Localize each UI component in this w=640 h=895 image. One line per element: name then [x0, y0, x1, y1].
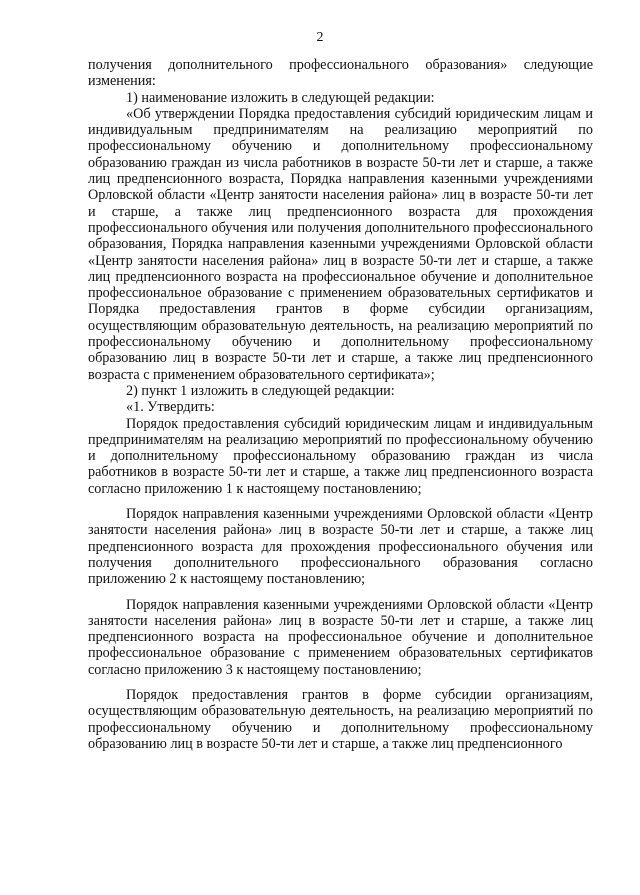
document-body [88, 57, 593, 752]
page-number: 2 [316, 30, 324, 45]
paragraph-procedure-1: Порядок предоставления субсидий юридическим лицам и индивидуальным предпринимателям на реализацию мероприятий по профессиональному обучению и дополнительному профессиональному образованию граждан из числа работников в возрасте 50-ти лет и старше, а также лиц предпенсионного возраста согласно приложению 1 к настоящему постановлению; [88, 415, 593, 497]
paragraph-intro: получения дополнительного профессионального образования» следующие изменения: [88, 57, 593, 90]
paragraph-procedure-4: Порядок предоставления грантов в форме субсидии организациям, осуществляющим образовательную деятельность, на реализацию мероприятий по профессиональному обучению и дополнительному профессиональному образованию лиц в возрасте 50-ти лет и старше, а также лиц предпенсионного [88, 686, 593, 752]
paragraph-procedure-2: Порядок направления казенными учреждениями Орловской области «Центр занятости населения района» лиц в возрасте 50-ти лет и старше, а также лиц предпенсионного возраста для прохождения профессионального обучения или получения дополнительного профессионального образования согласно приложению 2 к настоящему постановлению; [88, 506, 593, 588]
paragraph-new-title: «Об утверждении Порядка предоставления субсидий юридическим лицам и индивидуальным предпринимателям на реализацию мероприятий по профессиональному обучению и дополнительному профессиональному образованию граждан из числа работников в возрасте 50-ти лет и старше, а также лиц предпенсионного возраста, Порядка направления казенными учреждениями Орловской области «Центр занятости населения района» лиц в возрасте 50-ти лет и старше, а также лиц предпенсионного возраста для прохождения профессионального обучения или получения дополнительного профессионального образования, Порядка направления казенными учреждениями Орловской области «Центр занятости населения района» лиц в возрасте 50-ти лет и старше, а также лиц предпенсионного возраста на профессиональное обучение и дополнительное профессиональное образование с применением образовательных сертификатов и Порядка предоставления грантов в форме субсидии организациям, осуществляющим образовательную деятельность, на реализацию мероприятий по профессиональному обучению и дополнительному профессиональному образованию лиц в возрасте 50-ти лет и старше, а также лиц предпенсионного возраста с применением образовательного сертификата»; [88, 105, 593, 383]
paragraph-approve: «1. Утвердить: [126, 399, 215, 416]
paragraph-item-1: 1) наименование изложить в следующей редакции: [126, 89, 435, 106]
paragraph-procedure-3: Порядок направления казенными учреждениями Орловской области «Центр занятости населения района» лиц в возрасте 50-ти лет и старше, а также лиц предпенсионного возраста на профессиональное обучение и дополнительное профессиональное образование с применением образовательных сертификатов согласно приложению 3 к настоящему постановлению; [88, 596, 593, 678]
paragraph-item-2: 2) пункт 1 изложить в следующей редакции: [126, 382, 395, 399]
